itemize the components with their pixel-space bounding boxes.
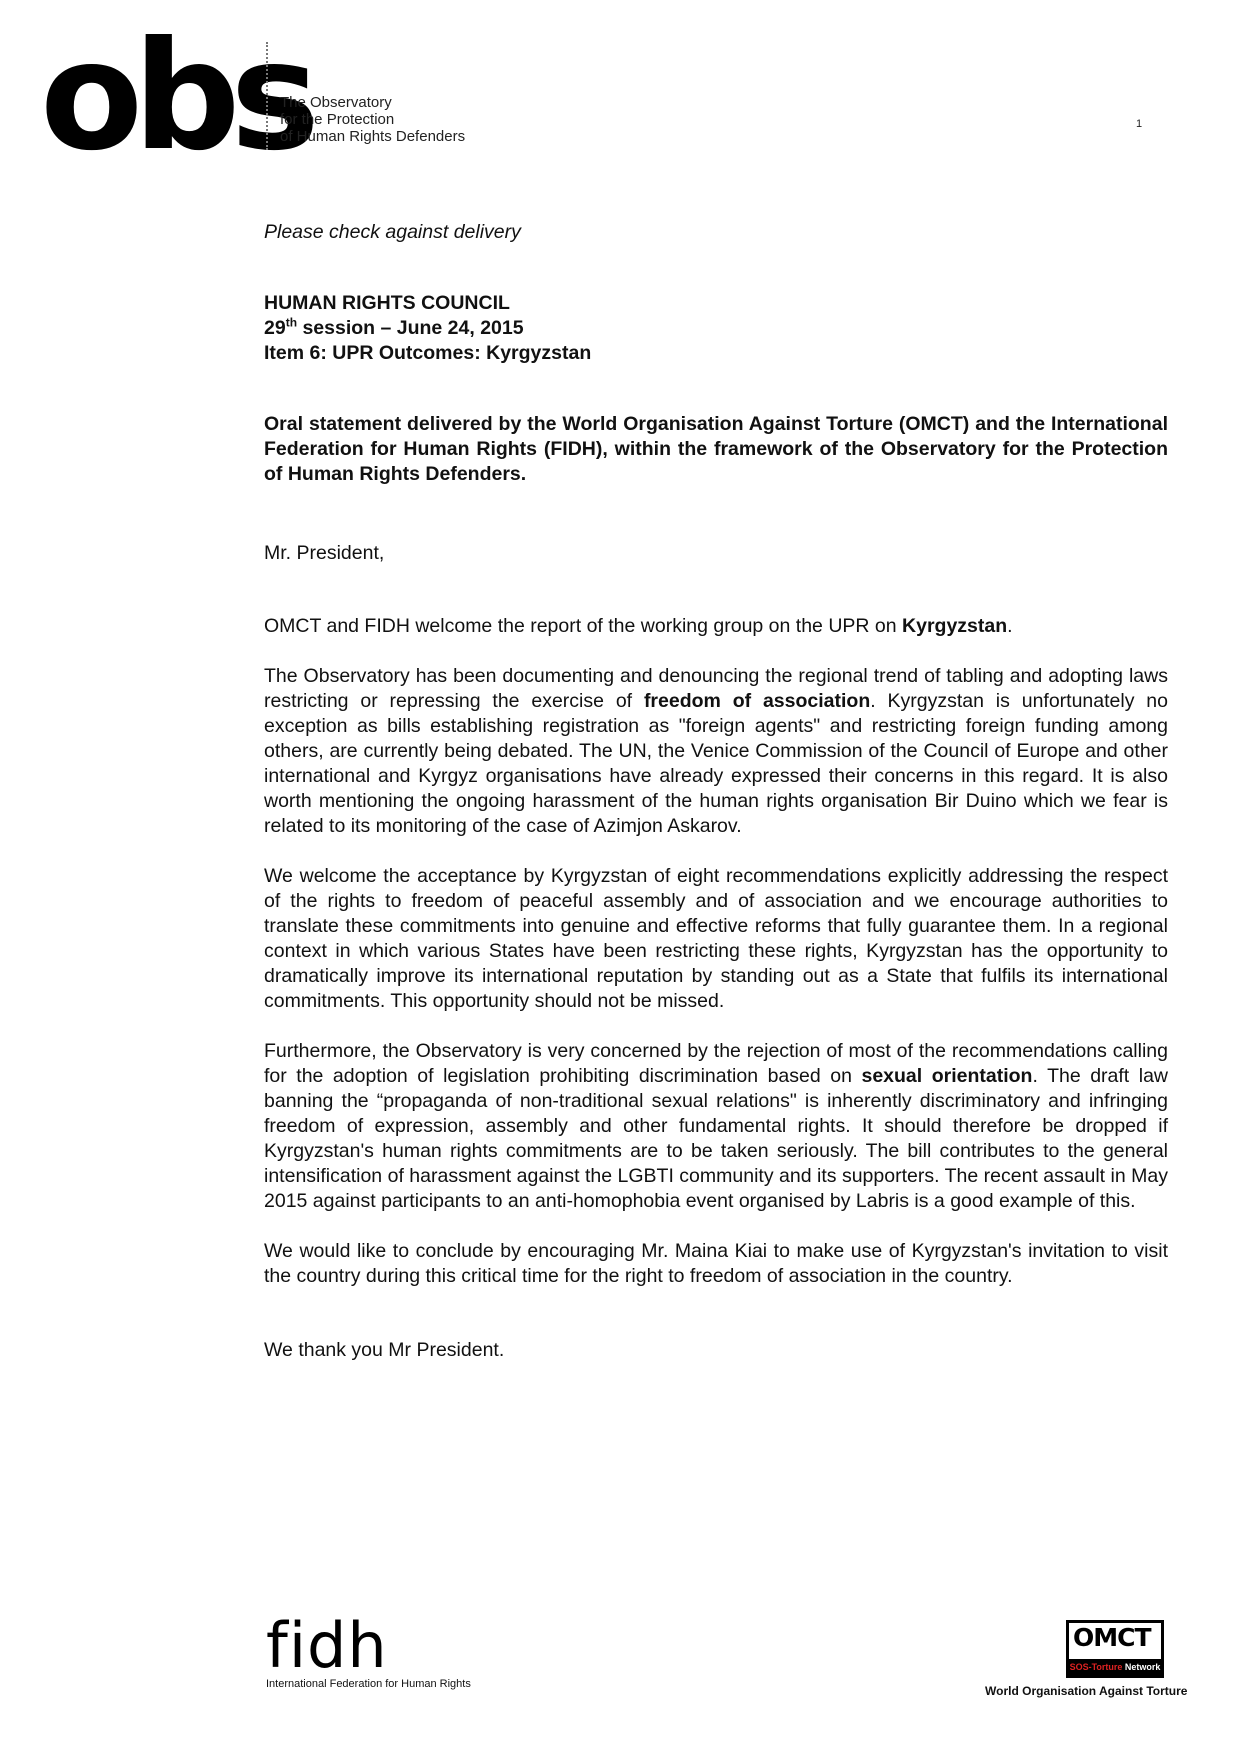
obs-tagline (280, 94, 465, 145)
session-ordinal-suffix: th (285, 315, 298, 330)
session-date: session – June 24, 2015 (297, 317, 524, 339)
text-run: OMCT and FIDH welcome the report of the working group on the UPR on (264, 615, 903, 637)
tagline-line: The Observatory (280, 94, 392, 111)
salutation: Mr. President, (264, 542, 385, 564)
statement-title: Oral statement delivered by the World Organisation Against Torture (OMCT) and the International Federation for Human Rights (FIDH), within the framework of the Observatory for the Protection of Human Rights Defenders. (264, 413, 1168, 485)
emphasis: Kyrgyzstan (902, 615, 1008, 637)
obs-logo: obs (40, 10, 310, 184)
omct-caption: World Organisation Against Torture (985, 1684, 1188, 1698)
session-ordinal: 29 (264, 317, 286, 339)
delivery-note: Please check against delivery (264, 221, 521, 243)
text-run: . The draft law banning the “propaganda of non-traditional sexual relations" is inherently discriminatory and infringing freedom of expression, assembly and other fundamental rights. It should therefore be dropped if Kyrgyzstan's human rights commitments are to be taken seriously. The bill contributes to the general intensification of harassment against the LGBTI community and its supporters. The recent assault in May 2015 against participants to an anti-homophobia event organised by Labris is a good example of this. (264, 1065, 1169, 1212)
omct-logo-block (985, 1620, 1188, 1698)
fidh-logo-block (266, 1609, 471, 1690)
page-header (0, 0, 1239, 184)
session-line (264, 316, 1168, 341)
text-run: Furthermore, the Observatory is very concerned by the rejection of most of the recommendations calling for the adoption of legislation prohibiting discrimination based on (264, 1040, 1168, 1087)
emphasis: sexual orientation (861, 1065, 1033, 1087)
omct-network-name: SOS-Torture (1069, 1662, 1123, 1672)
paragraph-welcome (264, 614, 1168, 639)
tagline-line: of Human Rights Defenders (280, 128, 466, 145)
omct-network-label: Network (1122, 1662, 1161, 1672)
fidh-logo: fidh (266, 1609, 388, 1682)
text-run: . Kyrgyzstan is unfortunately no exception as bills establishing registration as "foreign agents" and restricting foreign funding among others, are currently being debated. The UN, the Venice Commission of the Council of Europe and other international and Kyrgyz organisations have already expressed their concerns in this regard. It is also worth mentioning the ongoing harassment of the human rights organisation Bir Duino which we fear is related to its monitoring of the case of Azimjon Askarov. (264, 690, 1168, 837)
omct-logo-text: OMCT (1073, 1623, 1151, 1652)
paragraph-sexual-orientation (264, 1039, 1168, 1214)
emphasis: freedom of association (643, 690, 871, 712)
council-title: HUMAN RIGHTS COUNCIL (264, 292, 510, 314)
omct-network-band (1069, 1659, 1161, 1675)
document-body (264, 220, 1168, 1363)
tagline-line: for the Protection (280, 111, 395, 128)
paragraph-conclusion: We would like to conclude by encouraging Mr. Maina Kiai to make use of Kyrgyzstan's invitation to visit the country during this critical time for the right to freedom of association in the country. (264, 1240, 1168, 1287)
paragraph-recommendations: We welcome the acceptance by Kyrgyzstan of eight recommendations explicitly addressing the respect of the rights to freedom of peaceful assembly and of association and we encourage authorities to translate these commitments into genuine and effective reforms that fully guarantee them. In a regional context in which various States have been restricting these rights, Kyrgyzstan has the opportunity to dramatically improve its international reputation by standing out as a State that fulfils its international commitments. This opportunity should not be missed. (264, 865, 1168, 1012)
agenda-item: Item 6: UPR Outcomes: Kyrgyzstan (264, 342, 592, 364)
text-run: The Observatory has been documenting and denouncing the regional trend of tabling and adopting laws restricting or repressing the exercise of (264, 665, 1168, 712)
fidh-caption: International Federation for Human Rights (266, 1678, 471, 1690)
paragraph-association (264, 664, 1168, 839)
page-number: 1 (1136, 118, 1143, 130)
session-heading (264, 291, 1168, 366)
text-run: . (1007, 615, 1013, 637)
omct-logo (1066, 1620, 1164, 1678)
logo-divider (266, 42, 268, 150)
closing-line: We thank you Mr President. (264, 1339, 505, 1361)
